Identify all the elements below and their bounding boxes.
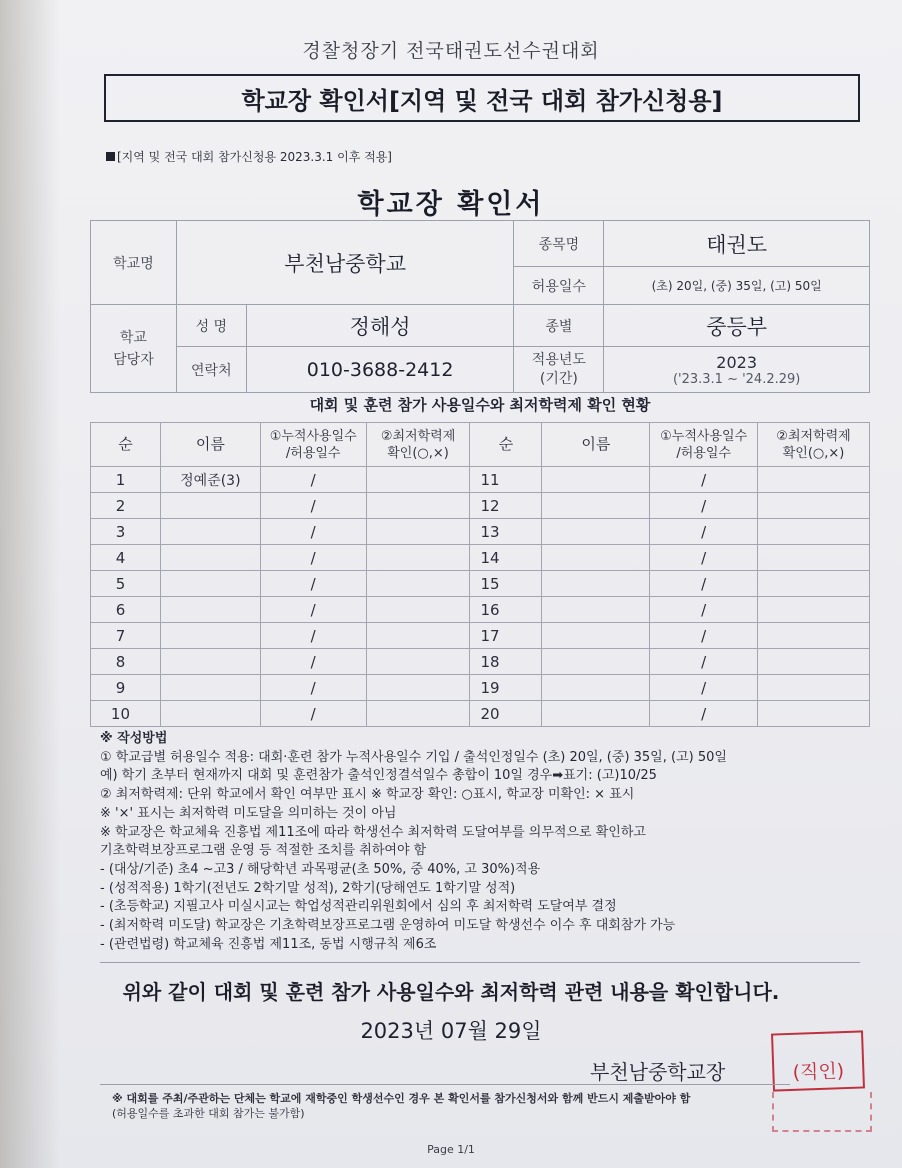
year-period: ('23.3.1 ~ '24.2.29) bbox=[672, 371, 801, 387]
footnote bbox=[112, 1091, 690, 1121]
row-name-right bbox=[542, 545, 650, 571]
footer-divider bbox=[100, 1084, 790, 1085]
instruction-line: - (최저학력 미도달) 학교장은 기초학력보장프로그램 운영하여 미도달 학생선수 이수 후 대회참가 가능 bbox=[100, 918, 676, 934]
row-days-left: / bbox=[260, 519, 366, 545]
row-no-left: 9 bbox=[91, 675, 161, 701]
instruction-line: - (초등학교) 지필고사 미실시교는 학업성적관리위원회에서 심의 후 최저학력 도달여부 결정 bbox=[100, 899, 617, 915]
header-name-right: 이름 bbox=[542, 423, 650, 467]
footnote-line: (허용일수를 초과한 대회 참가는 불가함) bbox=[112, 1107, 305, 1120]
row-no-right: 13 bbox=[470, 519, 542, 545]
row-grade-right bbox=[758, 467, 870, 493]
row-name-left bbox=[160, 701, 260, 727]
sub-note-text: [지역 및 전국 대회 참가신청용 2023.3.1 이후 적용] bbox=[117, 150, 392, 164]
row-grade-left bbox=[366, 597, 470, 623]
row-grade-left bbox=[366, 675, 470, 701]
row-grade-right bbox=[758, 701, 870, 727]
instruction-line: 기초학력보장프로그램 운영 등 적절한 조치를 취하여야 함 bbox=[100, 843, 427, 859]
instructions bbox=[100, 730, 870, 954]
row-no-right: 14 bbox=[470, 545, 542, 571]
row-days-right: / bbox=[650, 649, 758, 675]
header-no-left: 순 bbox=[91, 423, 161, 467]
row-no-right: 12 bbox=[470, 493, 542, 519]
row-days-right: / bbox=[650, 701, 758, 727]
row-no-right: 20 bbox=[470, 701, 542, 727]
table-row bbox=[91, 623, 870, 649]
table-row bbox=[91, 519, 870, 545]
row-grade-left bbox=[366, 623, 470, 649]
contact-label: 연락처 bbox=[176, 347, 246, 393]
row-grade-left bbox=[366, 571, 470, 597]
row-no-left: 5 bbox=[91, 571, 161, 597]
table-row bbox=[91, 545, 870, 571]
row-name-right bbox=[542, 597, 650, 623]
table-row bbox=[91, 493, 870, 519]
allowed-days-value: (초) 20일, (중) 35일, (고) 50일 bbox=[604, 267, 870, 305]
sport-label: 종목명 bbox=[514, 221, 604, 267]
row-no-left: 1 bbox=[91, 467, 161, 493]
row-no-left: 2 bbox=[91, 493, 161, 519]
row-days-left: / bbox=[260, 649, 366, 675]
row-days-right: / bbox=[650, 571, 758, 597]
header-days-left: ①누적사용일수 /허용일수 bbox=[260, 423, 366, 467]
row-days-right: / bbox=[650, 493, 758, 519]
status-title: 대회 및 훈련 참가 사용일수와 최저학력제 확인 현황 bbox=[309, 396, 651, 414]
row-days-left: / bbox=[260, 467, 366, 493]
row-no-right: 16 bbox=[470, 597, 542, 623]
year-value: 2023 bbox=[716, 352, 757, 372]
row-no-left: 10 bbox=[91, 701, 161, 727]
row-grade-right bbox=[758, 519, 870, 545]
row-name-left bbox=[160, 597, 260, 623]
row-grade-left bbox=[366, 519, 470, 545]
row-grade-left bbox=[366, 545, 470, 571]
row-days-left: / bbox=[260, 623, 366, 649]
row-grade-right bbox=[758, 675, 870, 701]
official-seal bbox=[771, 1030, 865, 1091]
row-name-right bbox=[542, 701, 650, 727]
instruction-line: - (관련법령) 학교체육 진흥법 제11조, 동법 시행규칙 제6조 bbox=[100, 936, 437, 952]
status-table bbox=[90, 422, 870, 727]
allowed-days-label: 허용일수 bbox=[514, 267, 604, 305]
row-grade-left bbox=[366, 649, 470, 675]
school-label: 학교명 bbox=[91, 221, 177, 305]
school-value: 부천남중학교 bbox=[176, 221, 514, 305]
name-label: 성 명 bbox=[176, 305, 246, 347]
division-label: 종별 bbox=[514, 305, 604, 347]
issue-date: 2023년 07월 29일 bbox=[360, 1019, 542, 1043]
table-row bbox=[91, 675, 870, 701]
row-grade-right bbox=[758, 493, 870, 519]
row-grade-right bbox=[758, 571, 870, 597]
row-no-right: 17 bbox=[470, 623, 542, 649]
header-days-right: ①누적사용일수 /허용일수 bbox=[650, 423, 758, 467]
instruction-line: ※ '×' 표시는 최저학력 미도달을 의미하는 것이 아님 bbox=[100, 805, 397, 821]
instructions-title: ※ 작성방법 bbox=[100, 731, 168, 746]
row-days-right: / bbox=[650, 467, 758, 493]
row-name-right bbox=[542, 675, 650, 701]
row-name-left bbox=[160, 649, 260, 675]
row-no-left: 8 bbox=[91, 649, 161, 675]
year-label: 적용년도 (기간) bbox=[514, 347, 604, 393]
instruction-line: ② 최저학력제: 단위 학교에서 확인 여부만 표시 ※ 학교장 확인: ○표시, 학교장 미확인: × 표시 bbox=[100, 787, 635, 803]
instruction-line: - (대상/기준) 초4 ~고3 / 해당학년 과목평균(초 50%, 중 40%, 고 30%)적용 bbox=[100, 861, 541, 877]
page-heading: 학교장 확인서 bbox=[357, 189, 545, 220]
instruction-line: - (성적적용) 1학기(전년도 2학기말 성적), 2학기(당해연도 1학기말 성적) bbox=[100, 880, 516, 896]
page-number: Page 1/1 bbox=[427, 1143, 475, 1156]
seal-stamp-mark bbox=[772, 1092, 872, 1132]
manager-label: 학교 담당자 bbox=[91, 305, 177, 393]
row-name-left bbox=[160, 623, 260, 649]
square-bullet-icon bbox=[106, 152, 115, 161]
table-row bbox=[91, 597, 870, 623]
name-value: 정해성 bbox=[246, 305, 514, 347]
row-no-right: 19 bbox=[470, 675, 542, 701]
sub-note bbox=[106, 148, 392, 165]
row-name-right bbox=[542, 571, 650, 597]
instruction-line: ※ 학교장은 학교체육 진흥법 제11조에 따라 학생선수 최저학력 도달여부를 의무적으로 확인하고 bbox=[100, 824, 646, 840]
row-days-right: / bbox=[650, 675, 758, 701]
header-name-left: 이름 bbox=[160, 423, 260, 467]
table-row bbox=[91, 571, 870, 597]
sport-value: 태권도 bbox=[604, 221, 870, 267]
division-value: 중등부 bbox=[604, 305, 870, 347]
row-days-left: / bbox=[260, 493, 366, 519]
row-name-right bbox=[542, 623, 650, 649]
row-no-left: 4 bbox=[91, 545, 161, 571]
table-row bbox=[91, 467, 870, 493]
instruction-line: ① 학교급별 허용일수 적용: 대회·훈련 참가 누적사용일수 기입 / 출석인정일수 (초) 20일, (중) 35일, (고) 50일 bbox=[100, 749, 727, 765]
row-days-right: / bbox=[650, 519, 758, 545]
row-name-right bbox=[542, 519, 650, 545]
row-name-left bbox=[160, 545, 260, 571]
row-grade-right bbox=[758, 623, 870, 649]
row-grade-right bbox=[758, 597, 870, 623]
table-row bbox=[91, 701, 870, 727]
row-no-left: 3 bbox=[91, 519, 161, 545]
row-no-right: 15 bbox=[470, 571, 542, 597]
row-days-left: / bbox=[260, 701, 366, 727]
row-grade-left bbox=[366, 493, 470, 519]
info-table bbox=[90, 220, 870, 393]
year-cell bbox=[604, 347, 870, 393]
row-days-right: / bbox=[650, 597, 758, 623]
row-days-left: / bbox=[260, 545, 366, 571]
form-title: 학교장 확인서[지역 및 전국 대회 참가신청용] bbox=[104, 74, 860, 122]
row-name-left bbox=[160, 675, 260, 701]
footnote-line: ※ 대회를 주최/주관하는 단체는 학교에 재학중인 학생선수인 경우 본 확인서를 참가신청서와 함께 반드시 제출받아야 함 bbox=[112, 1092, 691, 1105]
row-grade-left bbox=[366, 701, 470, 727]
row-no-right: 11 bbox=[470, 467, 542, 493]
instruction-line: 예) 학기 초부터 현재까지 대회 및 훈련참가 출석인정결석일수 총합이 10일 경우➡표기: (고)10/25 bbox=[100, 768, 657, 784]
row-name-left bbox=[160, 493, 260, 519]
row-days-right: / bbox=[650, 545, 758, 571]
row-days-left: / bbox=[260, 675, 366, 701]
row-name-left: 정예준(3) bbox=[160, 467, 260, 493]
row-no-left: 7 bbox=[91, 623, 161, 649]
divider bbox=[100, 962, 860, 963]
row-grade-right bbox=[758, 545, 870, 571]
confirmation-statement: 위와 같이 대회 및 훈련 참가 사용일수와 최저학력 관련 내용을 확인합니다. bbox=[122, 980, 780, 1004]
organizer-title: 경찰청장기 전국태권도선수권대회 bbox=[302, 40, 600, 62]
row-no-left: 6 bbox=[91, 597, 161, 623]
status-rows bbox=[91, 467, 870, 727]
row-days-left: / bbox=[260, 597, 366, 623]
row-days-right: / bbox=[650, 623, 758, 649]
header-no-right: 순 bbox=[470, 423, 542, 467]
row-days-left: / bbox=[260, 571, 366, 597]
header-grade-left: ②최저학력제 확인(○,×) bbox=[366, 423, 470, 467]
row-no-right: 18 bbox=[470, 649, 542, 675]
row-name-right bbox=[542, 493, 650, 519]
table-row bbox=[91, 649, 870, 675]
row-name-right bbox=[542, 467, 650, 493]
contact-value: 010-3688-2412 bbox=[246, 347, 514, 393]
row-grade-left bbox=[366, 467, 470, 493]
principal-name: 부천남중학교장 bbox=[590, 1060, 726, 1084]
row-name-left bbox=[160, 571, 260, 597]
row-grade-right bbox=[758, 649, 870, 675]
row-name-left bbox=[160, 519, 260, 545]
header-grade-right: ②최저학력제 확인(○,×) bbox=[758, 423, 870, 467]
seal-label: (직인) bbox=[792, 1060, 845, 1084]
row-name-right bbox=[542, 649, 650, 675]
